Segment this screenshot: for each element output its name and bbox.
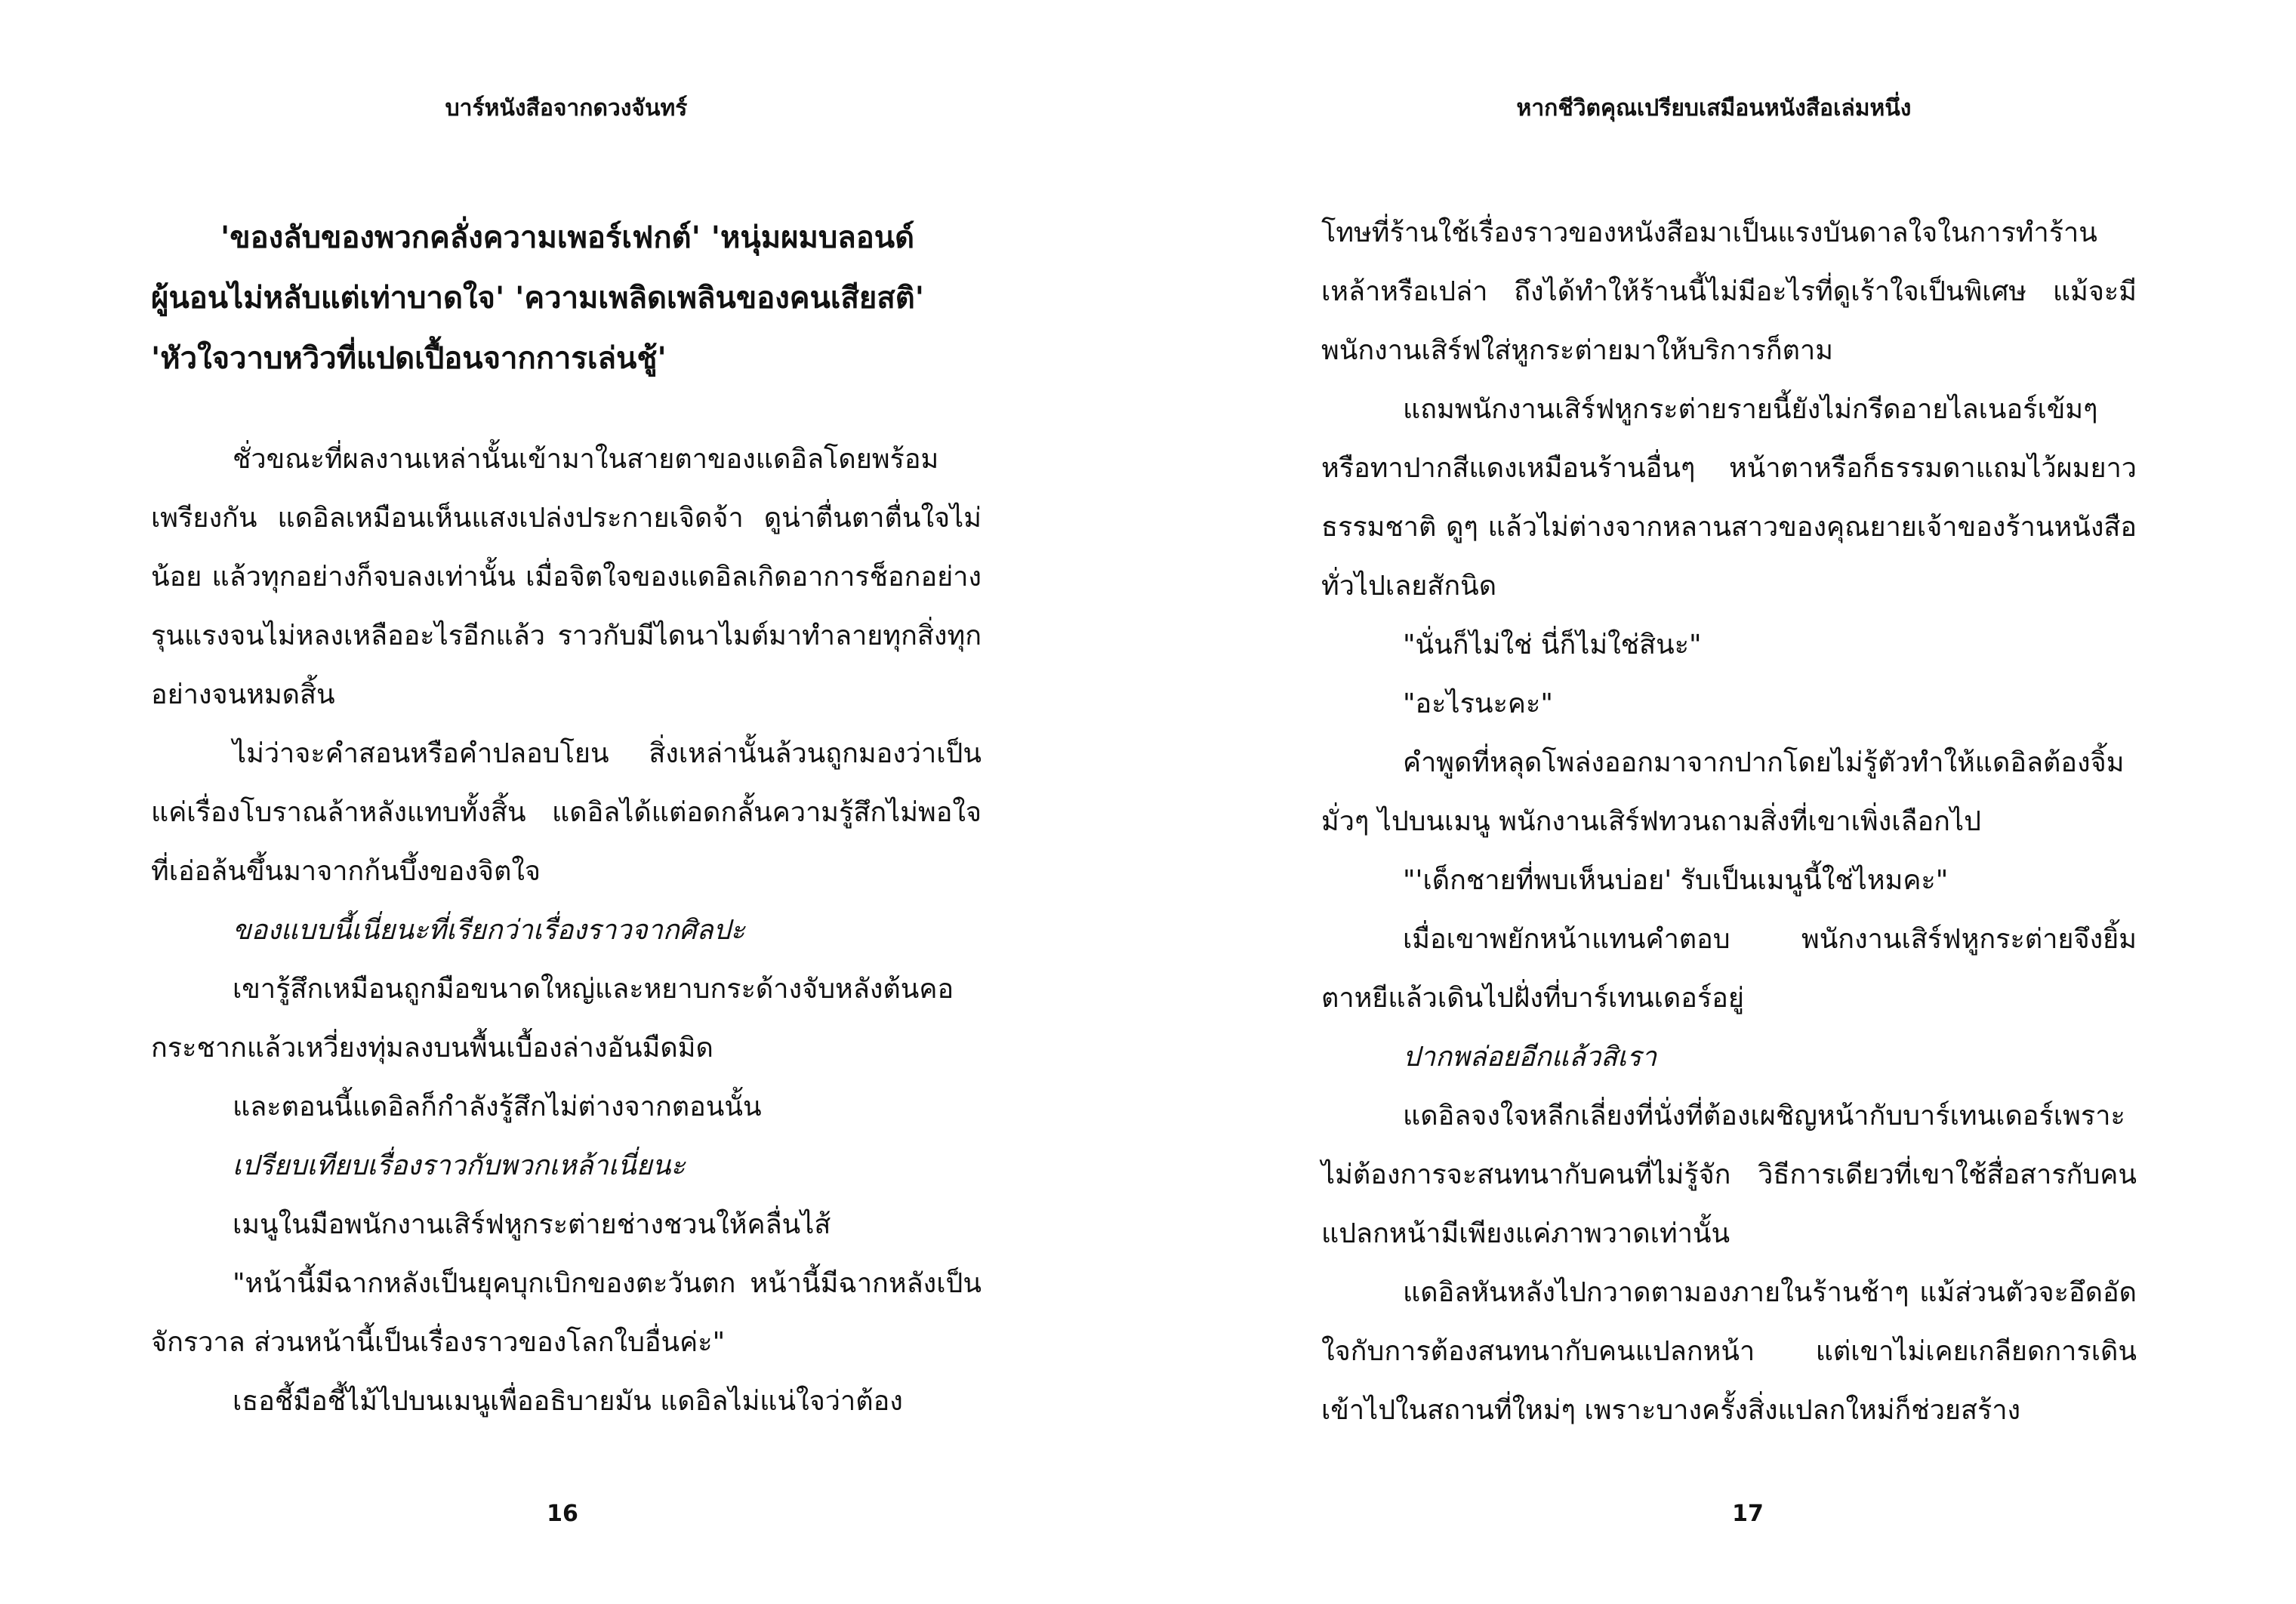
page-number-left: 16 — [547, 1501, 578, 1527]
paragraph: เมื่อเขาพยักหน้าแทนคำตอบ พนักงานเสิร์ฟหูกระต่ายจึงยิ้มตาหยีแล้วเดินไปฝั่งที่บาร์เทนเดอร์อยู่ — [1321, 924, 2137, 1014]
paragraph-dialogue: "หน้านี้มีฉากหลังเป็นยุคบุกเบิกของตะวันตก หน้านี้มีฉากหลังเป็นจักรวาล ส่วนหน้านี้เป็นเรื่องราวของโลกใบอื่นค่ะ" — [151, 1268, 982, 1358]
heading-line: 'หัวใจวาบหวิวที่แปดเปื้อนจากการเล่นชู้' — [151, 341, 667, 376]
paragraph-thought: ของแบบนี้เนี่ยนะที่เรียกว่าเรื่องราวจากศิลปะ — [233, 915, 745, 946]
chapter-heading-quotes — [151, 208, 982, 389]
paragraph: ไม่ว่าจะคำสอนหรือคำปลอบโยน สิ่งเหล่านั้นล้วนถูกมองว่าเป็นแค่เรื่องโบราณล้าหลังแทบทั้งสิ้น แดอิลได้แต่อดกลั้นความรู้สึกไม่พอใจที่เอ่อล้นขึ้นมาจากก้นบึ้งของจิตใจ — [151, 738, 982, 887]
paragraph-thought: เปรียบเทียบเรื่องราวกับพวกเหล้าเนี่ยนะ — [233, 1150, 686, 1181]
paragraph: เมนูในมือพนักงานเสิร์ฟหูกระต่ายช่างชวนให้คลื่นไส้ — [233, 1209, 831, 1240]
paragraph: เธอชี้มือชี้ไม้ไปบนเมนูเพื่ออธิบายมัน แดอิลไม่แน่ใจว่าต้อง — [233, 1386, 903, 1417]
right-page — [1148, 0, 2296, 1604]
paragraph-dialogue: "นั่นก็ไม่ใช่ นี่ก็ไม่ใช่สินะ" — [1403, 630, 1702, 660]
paragraph: แดอิลหันหลังไปกวาดตามองภายในร้านช้าๆ แม้ส่วนตัวจะอึดอัดใจกับการต้องสนทนากับคนแปลกหน้า แต่เขาไม่เคยเกลียดการเดินเข้าไปในสถานที่ใหม่ๆ เพราะบางครั้งสิ่งแปลกใหม่ก็ช่วยสร้าง — [1321, 1277, 2137, 1426]
paragraph-thought: ปากพล่อยอีกแล้วสิเรา — [1403, 1042, 1657, 1073]
paragraph-dialogue: "'เด็กชายที่พบเห็นบ่อย' รับเป็นเมนูนี้ใช่ไหมคะ" — [1403, 865, 1949, 896]
body-text-left — [151, 430, 982, 1431]
heading-line: ผู้นอนไม่หลับแต่เท่าบาดใจ' 'ความเพลิดเพลินของคนเสียสติ' — [151, 281, 925, 316]
paragraph: คำพูดที่หลุดโพล่งออกมาจากปากโดยไม่รู้ตัวทำให้แดอิลต้องจิ้มมั่วๆ ไปบนเมนู พนักงานเสิร์ฟทวนถามสิ่งที่เขาเพิ่งเลือกไป — [1321, 747, 2125, 837]
paragraph-continued: โทษที่ร้านใช้เรื่องราวของหนังสือมาเป็นแรงบันดาลใจในการทำร้านเหล้าหรือเปล่า ถึงได้ทำให้ร้านนี้ไม่มีอะไรที่ดูเร้าใจเป็นพิเศษ แม้จะมีพนักงานเสิร์ฟใส่หูกระต่ายมาให้บริการก็ตาม — [1321, 217, 2137, 366]
running-head-left: บาร์หนังสือจากดวงจันทร์ — [445, 95, 688, 122]
heading-line: 'ของลับของพวกคลั่งความเพอร์เฟกต์' 'หนุ่มผมบลอนด์ — [220, 220, 915, 255]
paragraph: แดอิลจงใจหลีกเลี่ยงที่นั่งที่ต้องเผชิญหน้ากับบาร์เทนเดอร์เพราะไม่ต้องการจะสนทนากับคนที่ไม่รู้จัก วิธีการเดียวที่เขาใช้สื่อสารกับคนแปลกหน้ามีเพียงแค่ภาพวาดเท่านั้น — [1321, 1101, 2137, 1249]
body-text-right — [1321, 204, 2137, 1440]
paragraph-dialogue: "อะไรนะคะ" — [1403, 688, 1553, 719]
page-number-right: 17 — [1732, 1501, 1764, 1527]
paragraph: แถมพนักงานเสิร์ฟหูกระต่ายรายนี้ยังไม่กรีดอายไลเนอร์เข้มๆ หรือทาปากสีแดงเหมือนร้านอื่นๆ หน้าตาหรือก็ธรรมดาแถมไว้ผมยาวธรรมชาติ ดูๆ แล้วไม่ต่างจากหลานสาวของคุณยายเจ้าของร้านหนังสือทั่วไปเลยสักนิด — [1321, 394, 2137, 602]
paragraph: เขารู้สึกเหมือนถูกมือขนาดใหญ่และหยาบกระด้างจับหลังต้นคอกระชากแล้วเหวี่ยงทุ่มลงบนพื้นเบื้องล่างอันมืดมิด — [151, 974, 954, 1064]
paragraph: และตอนนี้แดอิลก็กำลังรู้สึกไม่ต่างจากตอนนั้น — [233, 1091, 762, 1122]
running-head-right: หากชีวิตคุณเปรียบเสมือนหนังสือเล่มหนึ่ง — [1516, 95, 1912, 122]
paragraph: ชั่วขณะที่ผลงานเหล่านั้นเข้ามาในสายตาของแดอิลโดยพร้อมเพรียงกัน แดอิลเหมือนเห็นแสงเปล่งประกายเจิดจ้า ดูน่าตื่นตาตื่นใจไม่น้อย แล้วทุกอย่างก็จบลงเท่านั้น เมื่อจิตใจของแดอิลเกิดอาการช็อกอย่างรุนแรงจนไม่หลงเหลืออะไรอีกแล้ว ราวกับมีไดนาไมต์มาทำลายทุกสิ่งทุกอย่างจนหมดสิ้น — [151, 444, 982, 710]
